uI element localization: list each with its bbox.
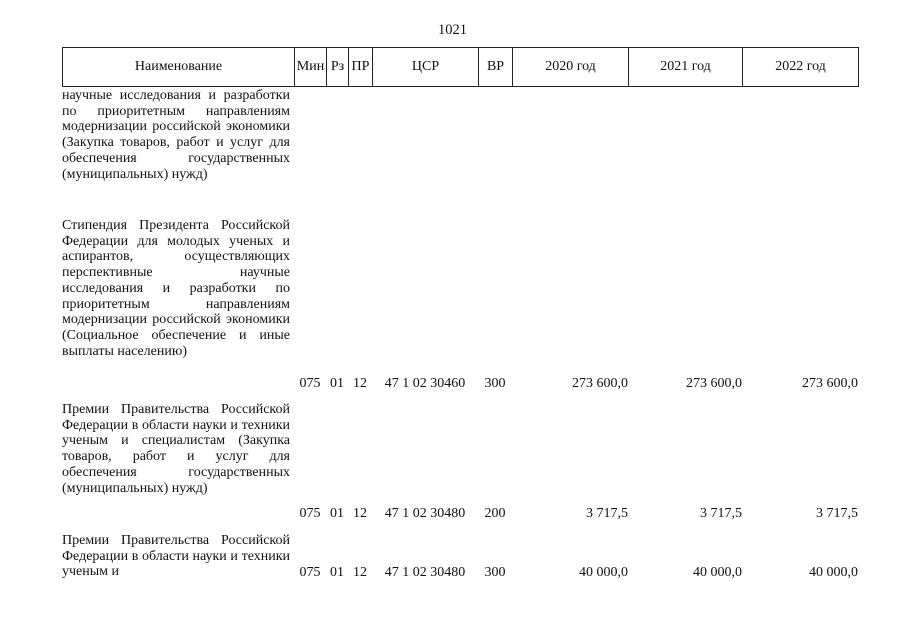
row-2021: 273 600,0 [686, 376, 742, 392]
table-row [62, 533, 862, 581]
row-min: 075 [299, 565, 321, 581]
row-2021: 40 000,0 [693, 565, 742, 581]
row-min: 075 [299, 506, 321, 522]
header-rz: Рз [327, 48, 349, 87]
row-2020: 273 600,0 [572, 376, 628, 392]
row-csr: 47 1 02 30480 [384, 506, 466, 522]
header-vr: ВР [479, 48, 513, 87]
row-2022: 40 000,0 [809, 565, 858, 581]
row-name: Премии Правительства Российской Федерации в области науки и техники ученым и [62, 533, 290, 580]
row-vr: 200 [484, 506, 506, 522]
row-2022: 3 717,5 [816, 506, 858, 522]
header-name: Наименование [63, 48, 295, 87]
row-csr: 47 1 02 30480 [384, 565, 466, 581]
row-rz: 01 [330, 506, 344, 522]
row-pr: 12 [353, 565, 367, 581]
header-2021: 2021 год [629, 48, 743, 87]
row-rz: 01 [330, 376, 344, 392]
row-vr: 300 [484, 565, 506, 581]
row-2020: 3 717,5 [586, 506, 628, 522]
row-csr: 47 1 02 30460 [384, 376, 466, 392]
row-vr: 300 [484, 376, 506, 392]
header-2022: 2022 год [743, 48, 859, 87]
table-row [62, 218, 862, 392]
row-min: 075 [299, 376, 321, 392]
row-name: научные исследования и разработки по приоритетным направлениям модернизации российской экономики (Закупка товаров, работ и услуг для обеспечения государственных (муниципальных) нужд) [62, 88, 290, 182]
page-number: 1021 [438, 22, 467, 38]
row-2022: 273 600,0 [802, 376, 858, 392]
table-row [62, 402, 862, 522]
row-name: Стипендия Президента Российской Федерации для молодых ученых и аспирантов, осуществляющих перспективные научные исследования и разработки по приоритетным направлениям модернизации российской экономики (Социальное обеспечение и иные выплаты населению) [62, 218, 290, 359]
header-min: Мин [295, 48, 327, 87]
row-pr: 12 [353, 506, 367, 522]
table-header [62, 47, 859, 87]
row-2020: 40 000,0 [579, 565, 628, 581]
header-csr: ЦСР [373, 48, 479, 87]
header-pr: ПР [349, 48, 373, 87]
header-2020: 2020 год [513, 48, 629, 87]
row-rz: 01 [330, 565, 344, 581]
row-name: Премии Правительства Российской Федерации в области науки и техники ученым и специалистам (Закупка товаров, работ и услуг для обеспечения государственных (муниципальных) нужд) [62, 402, 290, 496]
row-2021: 3 717,5 [700, 506, 742, 522]
row-pr: 12 [353, 376, 367, 392]
table-row [62, 88, 862, 198]
